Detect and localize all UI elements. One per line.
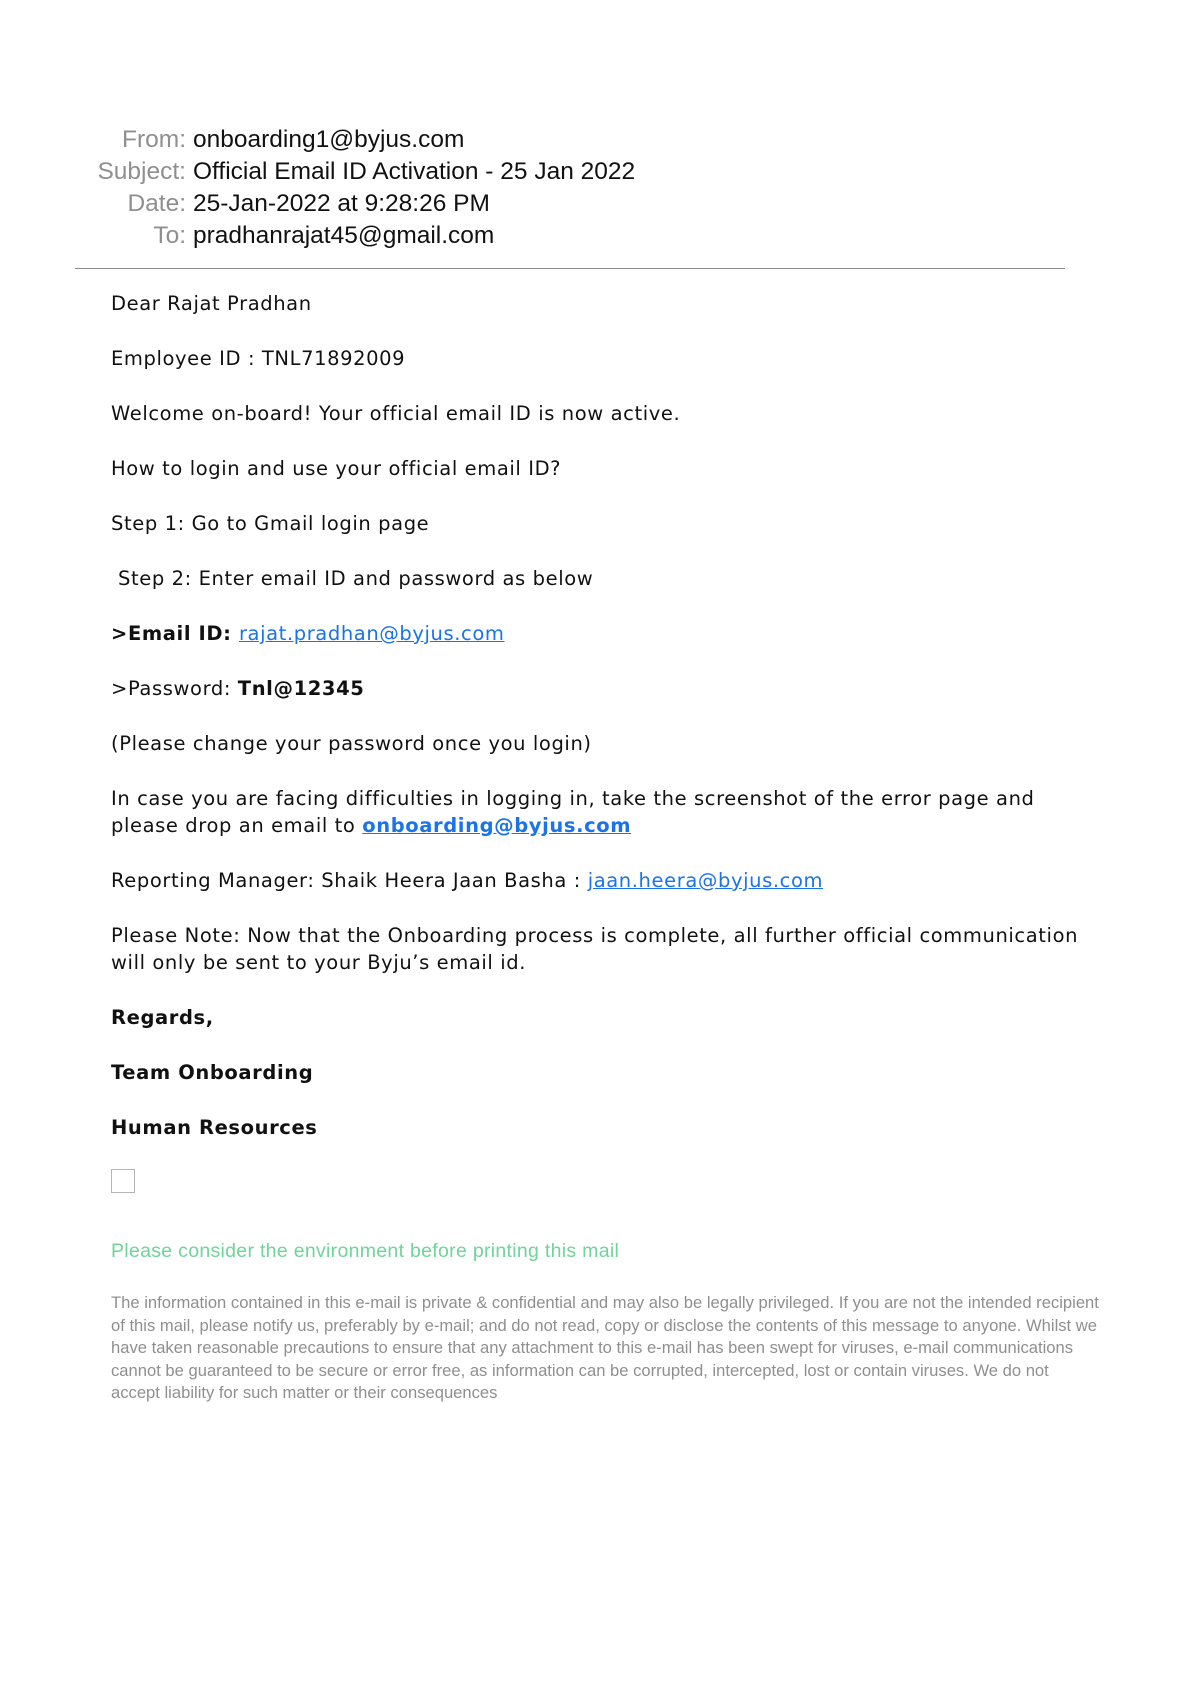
date-value: 25-Jan-2022 at 9:28:26 PM — [193, 190, 490, 217]
step-1: Step 1: Go to Gmail login page — [111, 512, 430, 535]
date-label: Date: — [127, 190, 186, 217]
from-label: From: — [122, 126, 186, 153]
header-divider — [75, 268, 1065, 269]
step-2: Step 2: Enter email ID and password as below — [118, 567, 594, 590]
broken-image-icon — [111, 1169, 135, 1193]
password-line — [111, 675, 1101, 702]
password-label: >Password: — [111, 677, 238, 700]
please-note: Please Note: Now that the Onboarding process is complete, all further official communication will only be sent to your Byju’s email id. — [111, 924, 1079, 974]
onboarding-email-link[interactable]: onboarding@byjus.com — [362, 814, 632, 837]
to-value: pradhanrajat45@gmail.com — [193, 222, 495, 249]
manager-line — [111, 867, 1101, 894]
environment-note: Please consider the environment before printing this mail — [111, 1240, 620, 1262]
subject-row — [0, 156, 1200, 188]
signature-team: Team Onboarding — [111, 1061, 314, 1084]
manager-text: Reporting Manager: Shaik Heera Jaan Basha : — [111, 869, 588, 892]
email-id-link[interactable]: rajat.pradhan@byjus.com — [238, 622, 505, 645]
email-id-label: >Email ID: — [111, 622, 239, 645]
to-row — [0, 220, 1200, 252]
how-to-text: How to login and use your official email ID? — [111, 457, 562, 480]
password-value: Tnl@12345 — [237, 677, 365, 700]
from-row — [0, 124, 1200, 156]
subject-label: Subject: — [97, 158, 186, 185]
employee-id: Employee ID : TNL71892009 — [111, 347, 406, 370]
from-value: onboarding1@byjus.com — [193, 126, 465, 153]
date-row — [0, 188, 1200, 220]
email-body — [111, 290, 1101, 1221]
signature-regards: Regards, — [111, 1006, 214, 1029]
welcome-text: Welcome on-board! Your official email ID is now active. — [111, 402, 681, 425]
signature-department: Human Resources — [111, 1116, 318, 1139]
to-label: To: — [153, 222, 186, 249]
greeting: Dear Rajat Pradhan — [111, 292, 312, 315]
subject-value: Official Email ID Activation - 25 Jan 2022 — [193, 158, 636, 185]
change-password-note: (Please change your password once you login) — [111, 732, 592, 755]
manager-email-link[interactable]: jaan.heera@byjus.com — [587, 869, 824, 892]
difficulty-text: In case you are facing difficulties in logging in, take the screenshot of the error page and please drop an email to — [111, 787, 1035, 837]
email-id-line — [111, 620, 1101, 647]
difficulty-paragraph — [111, 785, 1101, 839]
email-header — [0, 124, 1200, 252]
confidentiality-disclaimer: The information contained in this e-mail is private & confidential and may also be legally privileged. If you are not the intended recipient of this mail, please notify us, preferably by e-mail; and do not read, copy or disclose the contents of this message to anyone. Whilst we have taken reasonable precautions to ensure that any attachment to this e-mail has been swept for viruses, e-mail communications cannot be guaranteed to be secure or error free, as information can be corrupted, intercepted, lost or contain viruses. We do not accept liability for such matter or their consequences — [111, 1293, 1099, 1403]
